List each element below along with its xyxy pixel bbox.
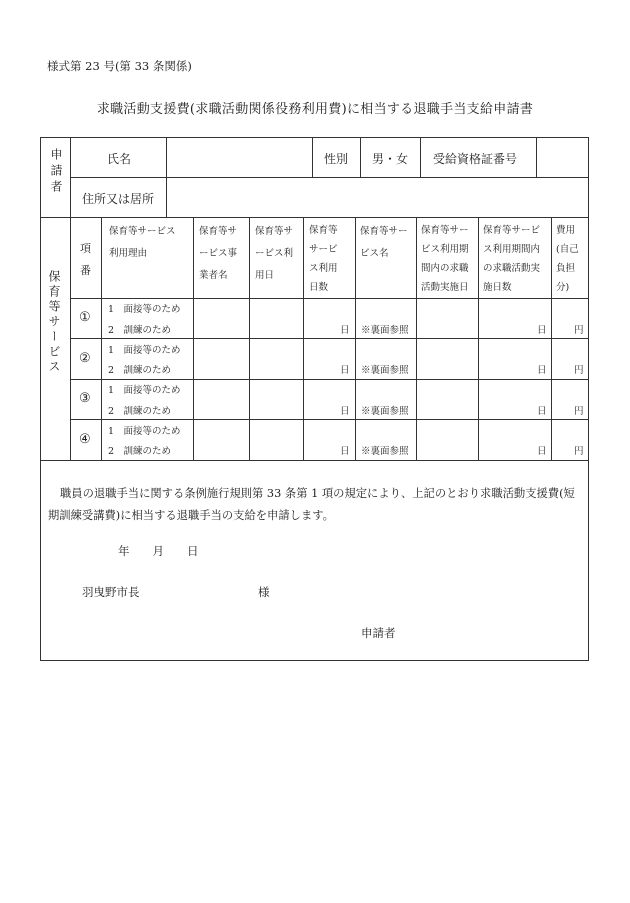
statement-line-1: 職員の退職手当に関する条例施行規則第 33 条第 1 項の規定により、上記のとおり求職活動支援費(短 [60,487,575,500]
service-note: ※裏面参照 [361,406,409,417]
cost-unit: 円 [574,325,584,336]
reason-interview: 1 面接等のため [108,426,181,437]
header-use-date: 保育等サ ービス利 用日 [255,226,294,281]
reason-interview: 1 面接等のため [108,304,181,315]
reason-training: 2 訓練のため [108,325,172,336]
document-title: 求職活動支援費(求職活動関係役務利用費)に相当する退職手当支給申請書 [96,102,534,117]
honorific: 様 [258,585,270,599]
date-line: 年 月 日 [118,544,199,558]
addressee: 羽曳野市長 [82,585,140,599]
days-unit: 日 [340,406,350,417]
row-number: ② [79,351,91,366]
header-service-name: 保育等サー ビス名 [360,226,408,259]
statement-line-2: 期訓練受講費)に相当する退職手当の支給を申請します。 [48,509,334,522]
header-job-activity-date: 保育等サー ビス利用期 間内の求職 活動実施日 [421,225,469,293]
cost-unit: 円 [574,365,584,376]
applicant-signature-label: 申請者 [361,626,396,640]
gender-label: 性別 [324,152,349,166]
certificate-number-label: 受給資格証番号 [433,152,518,166]
header-provider: 保育等サ ービス事 業者名 [199,226,238,281]
row-number: ① [79,310,91,325]
service-note: ※裏面参照 [361,365,409,376]
form-number: 様式第 23 号(第 33 条関係) [47,59,192,73]
service-note: ※裏面参照 [361,446,409,457]
applicant-section-label: 申請者 [49,148,63,196]
row-number: ④ [79,432,91,447]
job-days-unit: 日 [537,406,547,417]
days-unit: 日 [340,325,350,336]
address-label: 住所又は居所 [82,192,155,206]
reason-training: 2 訓練のため [108,406,172,417]
days-unit: 日 [340,365,350,376]
service-note: ※裏面参照 [361,325,409,336]
header-reason: 保育等サービス 利用理由 [109,226,176,259]
header-use-days: 保育等 サービ ス利用 日数 [309,225,338,293]
header-cost: 費用 (自己 負担 分) [556,225,579,293]
header-job-activity-days: 保育等サービ ス利用期間内 の求職活動実 施日数 [483,225,541,293]
job-days-unit: 日 [537,325,547,336]
job-days-unit: 日 [537,365,547,376]
cost-unit: 円 [574,406,584,417]
reason-interview: 1 面接等のため [108,385,181,396]
header-item: 項 番 [80,242,91,277]
days-unit: 日 [340,446,350,457]
row-number: ③ [79,391,91,406]
cost-unit: 円 [574,446,584,457]
name-label: 氏名 [107,152,132,166]
job-days-unit: 日 [537,446,547,457]
reason-training: 2 訓練のため [108,365,172,376]
gender-options: 男・女 [372,152,409,166]
reason-interview: 1 面接等のため [108,345,181,356]
reason-training: 2 訓練のため [108,446,172,457]
childcare-section-label: 保育等サービス [47,270,61,375]
